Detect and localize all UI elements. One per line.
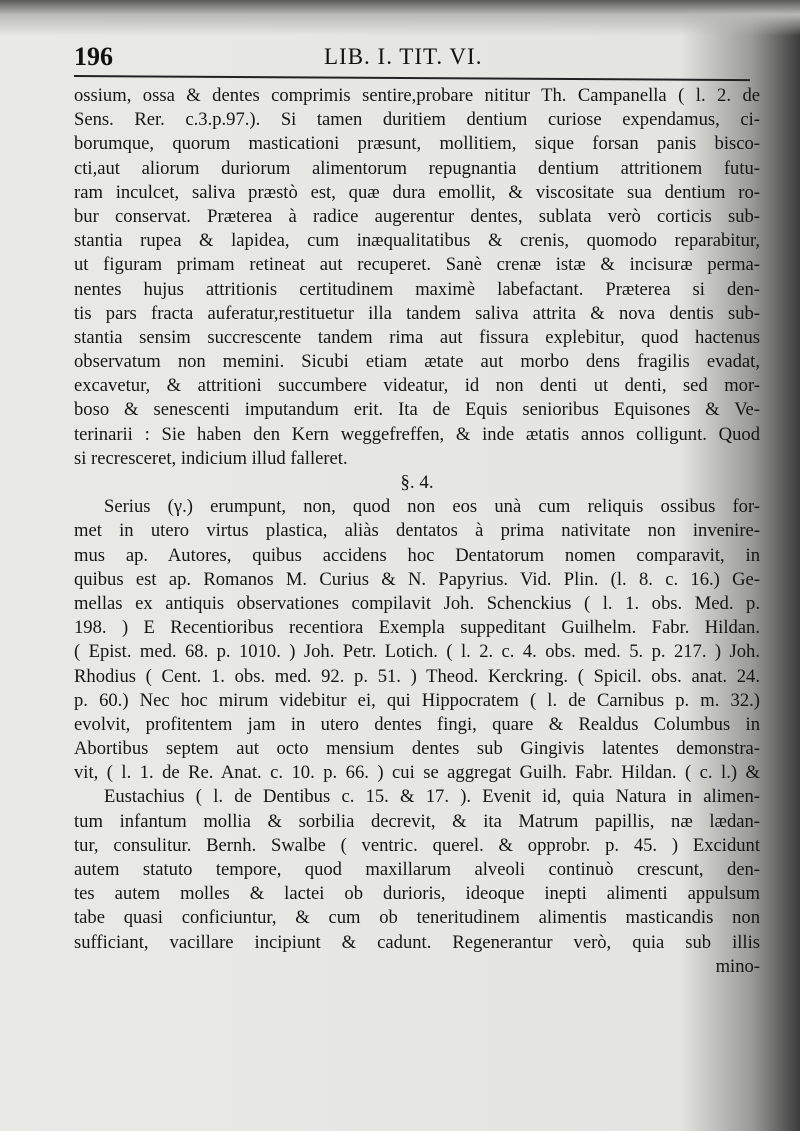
text-line: excavetur, & attritioni succumbere videatur, id non denti ut denti, sed mor- <box>74 375 760 397</box>
text-line: tabe quasi conficiuntur, & cum ob teneritudinem alimentis masticandis non <box>74 907 760 929</box>
text-line: sufficiant, vacillare incipiunt & cadunt. Regenerantur verò, quia sub illis <box>74 931 760 953</box>
text-line: mus ap. Autores, quibus accidens hoc Dentatorum nomen comparavit, in <box>74 544 760 566</box>
text-line: ut figuram primam retineat aut recuperet. Sanè crenæ istæ & incisuræ perma- <box>74 254 760 276</box>
text-line: stantia rupea & lapidea, cum inæqualitatibus & crenis, quomodo reparabitur, <box>74 230 760 252</box>
text-line: tes autem molles & lactei ob durioris, ideoque inepti alimenti appulsum <box>74 883 760 905</box>
text-line: tur, consulitur. Bernh. Swalbe ( ventric. querel. & opprobr. p. 45. ) Excidunt <box>74 834 760 856</box>
text-line: 198. ) E Recentioribus recentiora Exempla suppeditant Guilhelm. Fabr. Hildan. <box>74 617 760 639</box>
text-line: boso & senescenti imputandum erit. Ita de Equis senioribus Equisones & Ve- <box>74 399 760 421</box>
running-title: LIB. I. TIT. VI. <box>324 44 483 69</box>
text-line: observatum non memini. Sicubi etiam ætate aut morbo dens fragilis evadat, <box>74 351 760 373</box>
scan-edge-shadow <box>0 0 800 36</box>
text-line: terinarii : Sie haben den Kern weggefreffen, & inde ætatis annos colligunt. Quod <box>74 423 760 445</box>
section-heading: §. 4. <box>400 472 434 493</box>
text-line: Serius (γ.) erumpunt, non, quod non eos unà cum reliquis ossibus for- <box>104 496 760 518</box>
text-line: Rhodius ( Cent. 1. obs. med. 92. p. 51. ) Theod. Kerckring. ( Spicil. obs. anat. 24. <box>74 665 760 687</box>
text-line: Abortibus septem aut octo mensium dentes sub Gingivis latentes demonstra- <box>74 738 760 760</box>
text-line: quibus est ap. Romanos M. Curius & N. Papyrius. Vid. Plin. (l. 8. c. 16.) Ge- <box>74 568 760 590</box>
text-line: tis pars fracta auferatur,restituetur illa tandem saliva attrita & nova dentis sub- <box>74 302 760 324</box>
text-line: ossium, ossa & dentes comprimis sentire,probare nititur Th. Campanella ( l. 2. de <box>74 85 760 106</box>
text-line: vit, ( l. 1. de Re. Anat. c. 10. p. 66. ) cui se aggregat Guilh. Fabr. Hildan. ( c. l.) & <box>74 762 760 784</box>
text-line: cti,aut aliorum duriorum alimentorum repugnantia dentium attritionem futu- <box>74 157 760 179</box>
page-number: 196 <box>74 42 113 71</box>
text-line: met in utero virtus plastica, aliàs dentatos à prima nativitate non invenire- <box>74 520 760 542</box>
text-line: stantia sensim succrescente tandem rima aut fissura explebitur, quod hactenus <box>74 326 760 348</box>
page-header <box>74 42 754 76</box>
text-line: borumque, quorum masticationi præsunt, mollitiem, sique forsan panis bisco- <box>74 133 760 155</box>
text-line: ram inculcet, saliva præstò est, quæ dura emollit, & viscositate sua dentium ro- <box>74 181 760 203</box>
text-line: tum infantum mollia & sorbilia decrevit, & ita Matrum papillis, næ lædan- <box>74 810 760 832</box>
text-line: mellas ex antiquis observationes compilavit Joh. Schenckius ( l. 1. obs. Med. p. <box>74 592 760 614</box>
text-line: ( Epist. med. 68. p. 1010. ) Joh. Petr. Lotich. ( l. 2. c. 4. obs. med. 5. p. 217. ) Joh. <box>74 641 760 663</box>
text-line: Eustachius ( l. de Dentibus c. 15. & 17. ). Evenit id, quia Natura in alimen- <box>104 786 760 808</box>
text-line: bur conservat. Præterea à radice augerentur dentes, sublata verò corticis sub- <box>74 205 760 227</box>
text-line: Sens. Rer. c.3.p.97.). Si tamen duritiem dentium curiose expendamus, ci- <box>74 109 760 131</box>
text-line: p. 60.) Nec hoc mirum videbitur ei, qui Hippocratem ( l. de Carnibus p. m. 32.) <box>74 689 760 711</box>
text-line: nentes hujus attritionis certitudinem maximè labefactant. Præterea si den- <box>74 278 760 300</box>
catchword: mino- <box>715 955 760 977</box>
text-line: si recresceret, indicium illud falleret. <box>74 447 348 469</box>
text-line: autem statuto tempore, quod maxillarum alveoli continuò crescunt, den- <box>74 859 760 880</box>
text-line: evolvit, profitentem jam in utero dentes fingi, quare & Realdus Columbus in <box>74 713 760 735</box>
body-text <box>74 84 760 979</box>
